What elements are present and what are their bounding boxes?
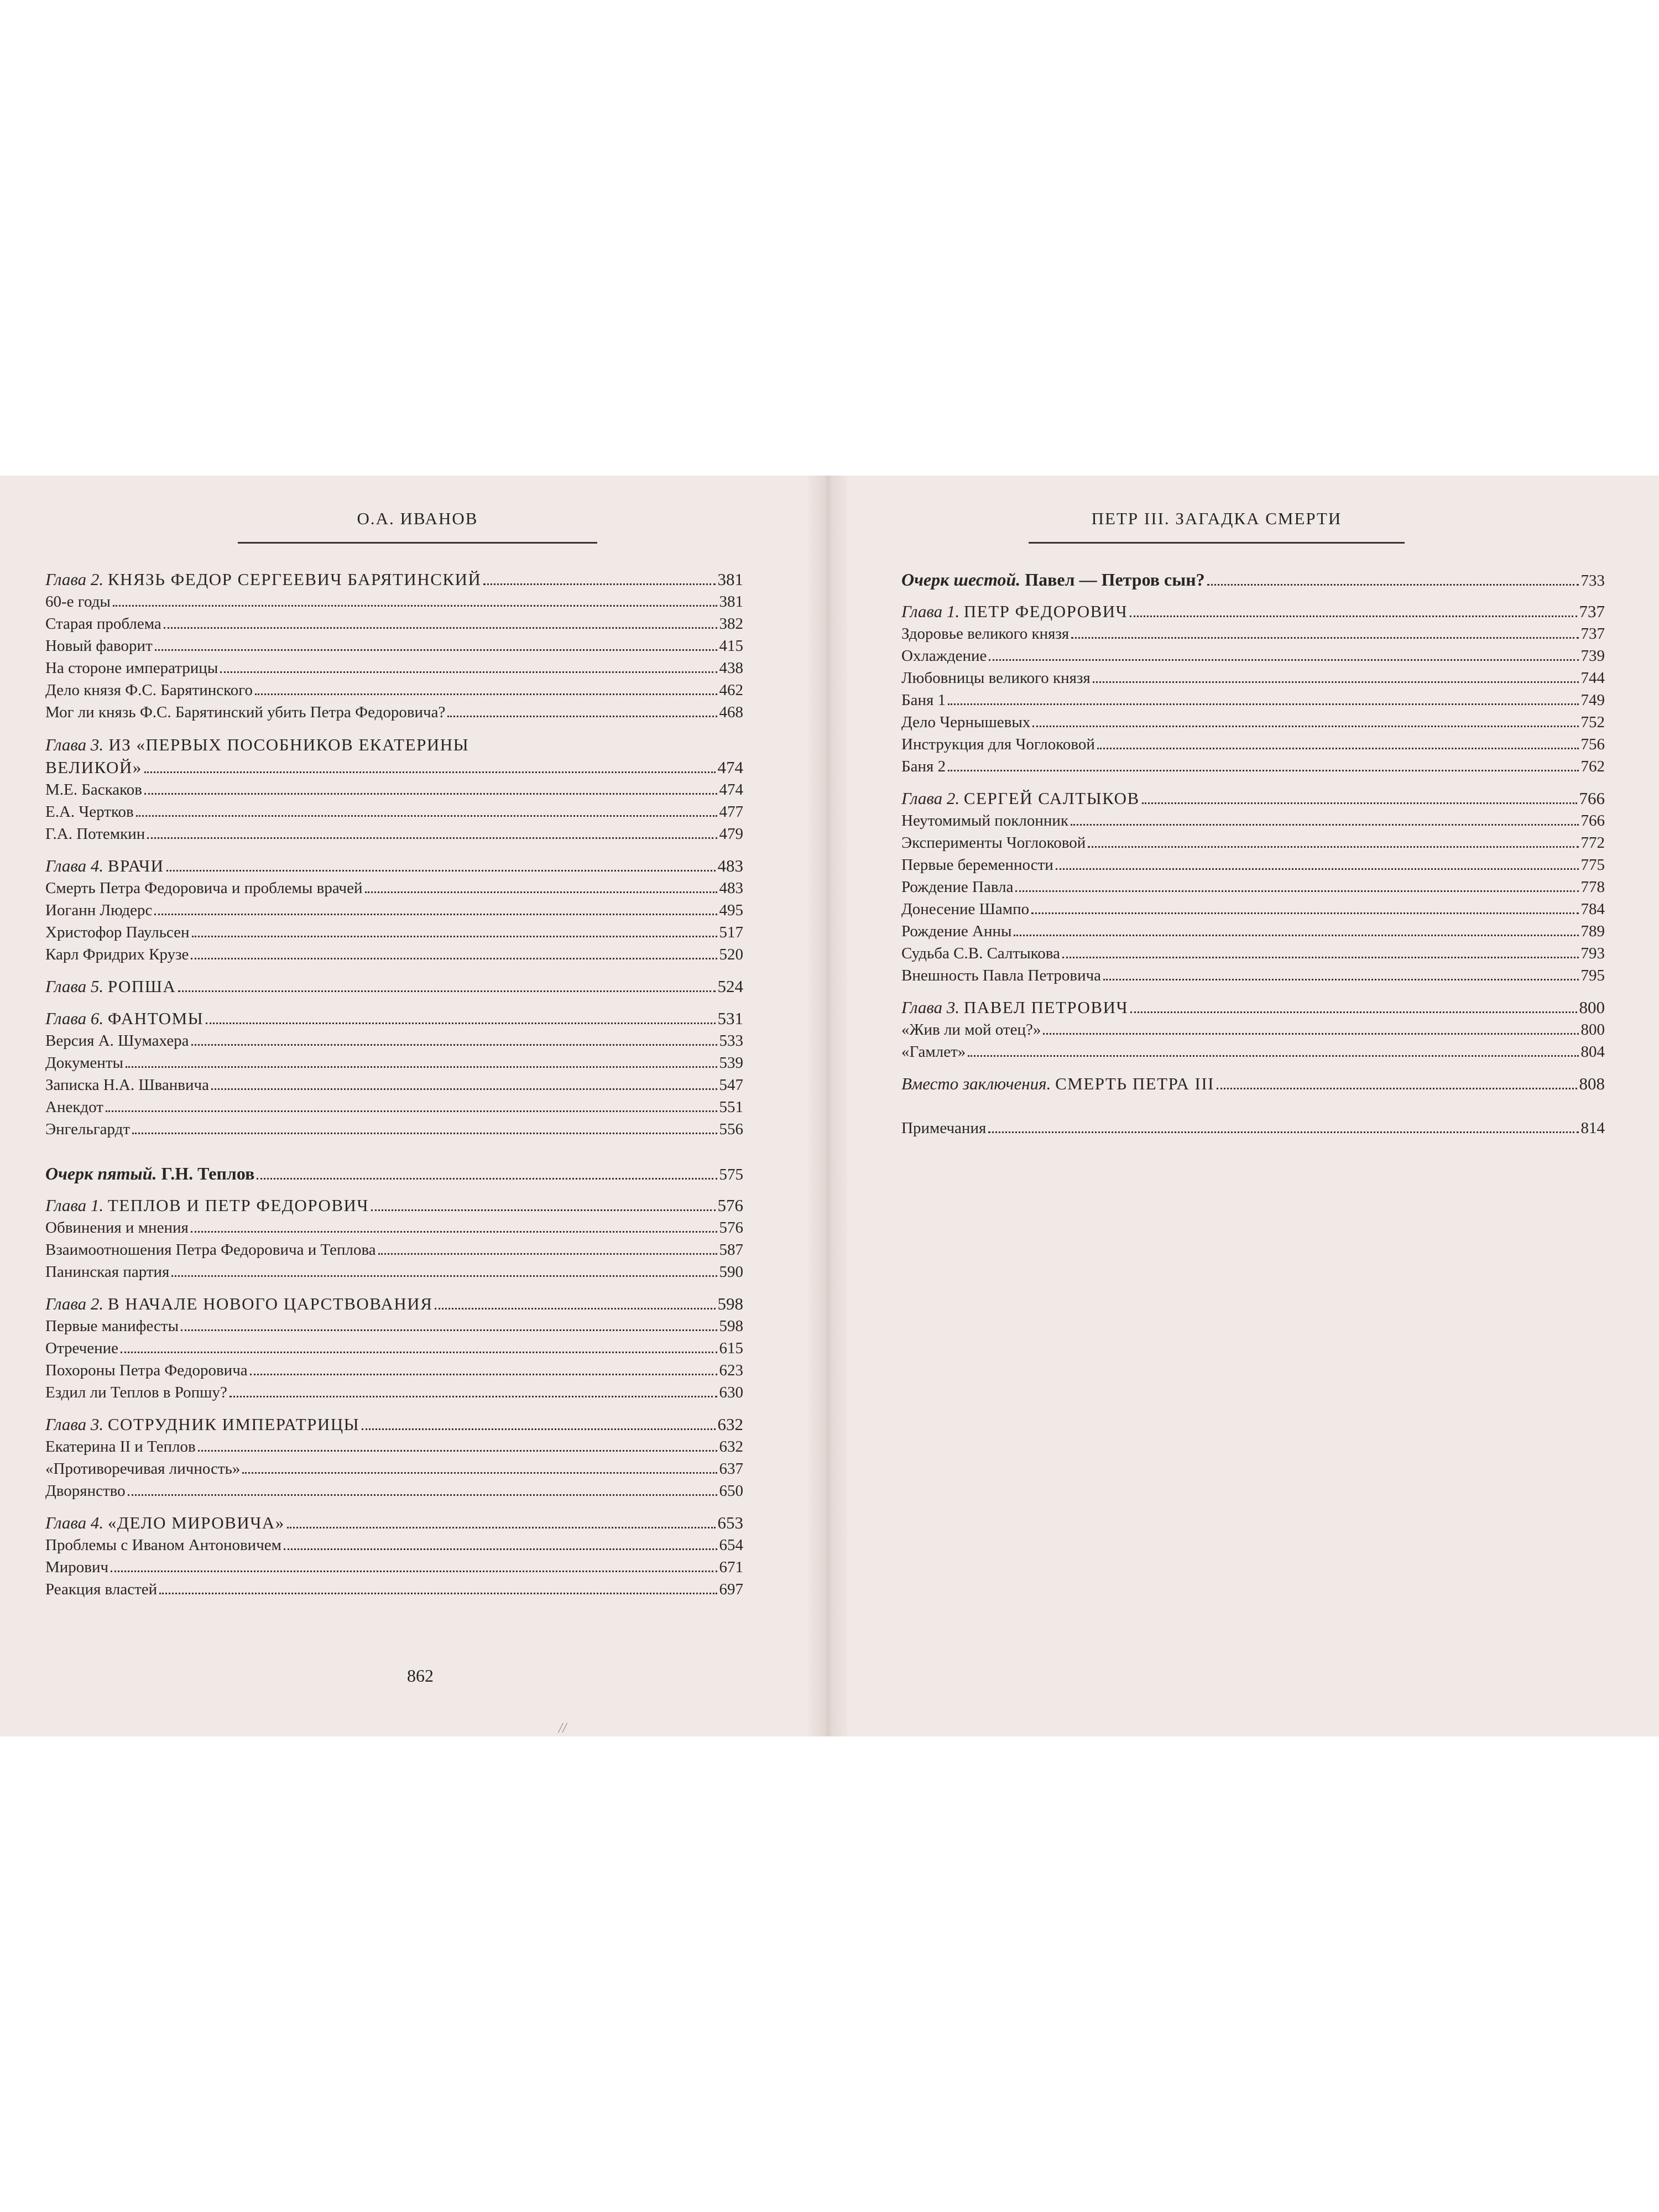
leader-dots [1032, 726, 1578, 727]
header-rule-right [1029, 542, 1405, 544]
toc-chapter-entry [45, 1194, 743, 1217]
toc-section-entry [45, 1315, 743, 1337]
leader-dots [1217, 1088, 1577, 1089]
toc-entry-text [45, 1413, 359, 1436]
toc-page-number: 474 [719, 781, 743, 799]
leader-dots [159, 1593, 717, 1594]
toc-page-number: 766 [1579, 789, 1605, 808]
toc-entry-text: Примечания [901, 1119, 987, 1137]
toc-page-number: 772 [1580, 834, 1605, 852]
leader-dots [1093, 681, 1579, 683]
entry-title: Павел — Петров сын? [1025, 570, 1205, 589]
toc-page-number: 533 [719, 1032, 743, 1050]
toc-chapter-entry [45, 975, 743, 998]
leader-dots [166, 870, 716, 872]
toc-chapter-entry [45, 1008, 743, 1030]
toc-page-number: 793 [1580, 945, 1605, 962]
toc-section-entry [45, 1458, 743, 1480]
leader-dots [968, 1055, 1578, 1057]
leader-dots [1071, 824, 1578, 826]
leader-dots [106, 1110, 717, 1112]
toc-chapter-entry [45, 855, 743, 877]
entry-title: СЕРГЕЙ САЛТЫКОВ [963, 789, 1140, 808]
toc-entry-text: Внешность Павла Петровича [901, 967, 1102, 984]
leader-dots [284, 1548, 717, 1550]
toc-section-entry [901, 898, 1605, 920]
entry-label: Глава 3. [901, 998, 960, 1017]
toc-entry-text: «Жив ли мой отец?» [901, 1021, 1041, 1039]
toc-entry-text: Охлаждение [901, 647, 987, 665]
toc-section-entry [45, 1096, 743, 1118]
toc-entry-text: Рождение Анны [901, 922, 1012, 940]
toc-entry-text: Обвинения и мнения [45, 1219, 189, 1237]
leader-dots [128, 1494, 717, 1496]
toc-essay-entry [901, 568, 1605, 591]
toc-section-entry [45, 1359, 743, 1381]
toc-page-number: 697 [719, 1580, 743, 1598]
leader-dots [371, 1209, 715, 1211]
toc-entry-text: 60-е годы [45, 593, 111, 611]
entry-title: В НАЧАЛЕ НОВОГО ЦАРСТВОВАНИЯ [107, 1294, 433, 1313]
toc-page-number: 477 [719, 803, 743, 821]
leader-dots [126, 1066, 717, 1068]
toc-page-number: 744 [1580, 669, 1605, 687]
toc-chapter-entry [45, 1512, 743, 1534]
toc-section-entry [45, 823, 743, 845]
leader-dots [132, 1133, 717, 1134]
toc-entry-text: Первые беременности [901, 856, 1053, 874]
leader-dots [111, 1571, 717, 1572]
toc-page-number: 650 [719, 1482, 743, 1500]
toc-entry-text: Здоровье великого князя [901, 625, 1070, 643]
toc-page-number: 381 [719, 593, 743, 611]
toc-entry-text [45, 1194, 369, 1217]
toc-entry-text: Неутомимый поклонник [901, 812, 1069, 830]
toc-section-entry [901, 964, 1605, 987]
leader-dots [435, 1308, 715, 1310]
toc-section-entry [901, 1117, 1605, 1139]
entry-title: РОПША [107, 977, 176, 996]
leader-dots [1062, 957, 1579, 958]
toc-entry-text [45, 1512, 285, 1534]
toc-page-number: 590 [719, 1263, 743, 1281]
toc-page-number: 576 [719, 1219, 743, 1237]
toc-entry-text: Первые манифесты [45, 1317, 179, 1335]
entry-label: Глава 2. [901, 789, 960, 808]
toc-entry-text: Мог ли князь Ф.С. Барятинский убить Петра Федоровича? [45, 703, 446, 721]
toc-section-entry [901, 711, 1605, 733]
leader-dots [1043, 1033, 1578, 1035]
toc-page-number: 653 [717, 1513, 743, 1532]
entry-label: Глава 2. [45, 1294, 104, 1313]
entry-label: Глава 1. [45, 1196, 104, 1215]
entry-title: ПАВЕЛ ПЕТРОВИЧ [963, 998, 1129, 1017]
toc-page-number: 576 [717, 1196, 743, 1215]
toc-section-entry [901, 755, 1605, 778]
toc-page-number: 766 [1580, 812, 1605, 830]
toc-chapter-entry [901, 997, 1605, 1019]
toc-entry-text: М.Е. Баскаков [45, 781, 142, 799]
entry-title: СМЕРТЬ ПЕТРА III [1055, 1074, 1215, 1093]
toc-entry-text: Документы [45, 1054, 123, 1072]
toc-entry-text: Дело князя Ф.С. Барятинского [45, 681, 253, 699]
toc-entry-text: Баня 1 [901, 691, 946, 709]
toc-section-entry [45, 801, 743, 823]
toc-entry-text [901, 1073, 1214, 1095]
toc-entry-text: Похороны Петра Федоровича [45, 1361, 248, 1379]
toc-section-entry [901, 667, 1605, 689]
toc-entry-text: Е.А. Чертков [45, 803, 134, 821]
entry-title: ВРАЧИ [107, 856, 164, 875]
toc-entry-text: Дворянство [45, 1482, 126, 1500]
toc-chapter-entry [45, 757, 743, 779]
leader-dots [1056, 868, 1579, 870]
leader-dots [229, 1396, 717, 1397]
leader-dots [191, 958, 717, 959]
toc-section-entry [901, 733, 1605, 755]
entry-label: Очерк шестой. [901, 570, 1021, 589]
toc-page-number: 623 [719, 1361, 743, 1379]
toc-chapter-entry [901, 601, 1605, 623]
toc-section-entry [45, 1074, 743, 1096]
toc-section-entry [901, 810, 1605, 832]
leader-dots [1130, 1011, 1577, 1013]
leader-dots [1142, 802, 1577, 804]
toc-entry-text: Донесение Шампо [901, 900, 1030, 918]
toc-entry-text [45, 1162, 254, 1185]
toc-page-number: 784 [1580, 900, 1605, 918]
leader-dots [181, 1329, 717, 1331]
toc-entry-text: На стороне императрицы [45, 659, 218, 677]
toc-essay-entry [45, 1162, 743, 1185]
toc-page-number: 654 [719, 1536, 743, 1554]
running-head-right: ПЕТР III. ЗАГАДКА СМЕРТИ [1091, 509, 1342, 528]
toc-section-entry [45, 613, 743, 635]
pencil-mark: // [559, 1720, 567, 1736]
leader-dots [147, 837, 717, 839]
toc-section-entry [901, 1041, 1605, 1063]
toc-entry-text: Иоганн Людерс [45, 901, 153, 919]
leader-dots [1071, 637, 1578, 639]
leader-dots [1097, 748, 1579, 749]
entry-title: ФАНТОМЫ [107, 1009, 204, 1028]
toc-page-number: 381 [717, 570, 743, 589]
toc-page-number: 632 [719, 1438, 743, 1455]
leader-dots [1088, 846, 1578, 848]
leader-dots [211, 1088, 717, 1090]
toc-page-number: 800 [1580, 1021, 1605, 1039]
toc-section-entry [45, 679, 743, 701]
toc-section-entry [45, 1052, 743, 1074]
toc-page-number: 775 [1580, 856, 1605, 874]
toc-section-entry [901, 623, 1605, 645]
toc-page-number: 598 [719, 1317, 743, 1335]
leader-dots [255, 693, 717, 695]
toc-section-entry [901, 854, 1605, 876]
toc-page-number: 382 [719, 615, 743, 633]
toc-section-entry [45, 1261, 743, 1283]
toc-entry-text: Панинская партия [45, 1263, 170, 1281]
toc-page-number: 479 [719, 825, 743, 843]
toc-section-entry [45, 943, 743, 966]
entry-title: КНЯЗЬ ФЕДОР СЕРГЕЕВИЧ БАРЯТИНСКИЙ [107, 570, 482, 589]
toc-section-entry [45, 1118, 743, 1140]
toc-page-number: 795 [1580, 967, 1605, 984]
toc-page-number: 615 [719, 1339, 743, 1357]
toc-page-number: 474 [717, 758, 743, 777]
leader-dots [198, 1450, 717, 1452]
toc-page-number: 778 [1580, 878, 1605, 896]
toc-entry-text: Рождение Павла [901, 878, 1014, 896]
toc-section-entry [901, 689, 1605, 711]
leader-dots [447, 716, 717, 717]
toc-section-entry [45, 779, 743, 801]
toc-chapter-entry [901, 1073, 1605, 1095]
toc-entry-text: Новый фаворит [45, 637, 153, 655]
leader-dots [483, 583, 715, 585]
toc-entry-text: Проблемы с Иваном Антоновичем [45, 1536, 282, 1554]
leader-dots [988, 1131, 1578, 1133]
entry-label: Глава 4. [45, 856, 104, 875]
book-spread [0, 476, 1659, 1736]
toc-chapter-entry [901, 787, 1605, 810]
leader-dots [989, 659, 1578, 661]
toc-page-number: 462 [719, 681, 743, 699]
entry-label: Глава 6. [45, 1009, 104, 1028]
toc-chapter-entry [45, 1413, 743, 1436]
leader-dots [144, 771, 716, 773]
entry-title: СОТРУДНИК ИМПЕРАТРИЦЫ [107, 1415, 360, 1434]
toc-entry-text [901, 787, 1140, 810]
toc-page-number: 808 [1579, 1074, 1605, 1093]
chapter-label: Глава 3. [45, 735, 104, 754]
toc-page-number: 762 [1580, 758, 1605, 775]
toc-section-entry [45, 657, 743, 679]
toc-page-number: 524 [717, 977, 743, 996]
leader-dots [171, 1275, 717, 1277]
toc-page-number: 598 [717, 1294, 743, 1313]
toc-entry-text: Энгельгардт [45, 1120, 131, 1138]
toc-entry-text: Любовницы великого князя [901, 669, 1091, 687]
leader-dots [154, 914, 717, 915]
toc-section-entry [45, 877, 743, 899]
toc-entry-text: Старая проблема [45, 615, 161, 633]
toc-entry-text: Карл Фридрих Крузе [45, 946, 189, 963]
toc-page-number: 804 [1580, 1043, 1605, 1061]
entry-title: «ДЕЛО МИРОВИЧА» [107, 1513, 285, 1532]
leader-dots [1130, 615, 1577, 617]
toc-entry-text: Ездил ли Теплов в Ропшу? [45, 1384, 227, 1401]
toc-section-entry [45, 1578, 743, 1600]
entry-label: Глава 5. [45, 977, 104, 996]
toc-entry-text: Г.А. Потемкин [45, 825, 145, 843]
entry-label: Очерк пятый. [45, 1164, 157, 1183]
entry-title: ПЕТР ФЕДОРОВИЧ [963, 602, 1128, 621]
running-head-left: О.А. ИВАНОВ [357, 509, 478, 528]
toc-section-entry [45, 899, 743, 921]
toc-entry-text: Анекдот [45, 1098, 103, 1116]
toc-page-number: 630 [719, 1384, 743, 1401]
toc-section-entry [45, 1337, 743, 1359]
book-gutter [808, 476, 847, 1736]
leader-dots [121, 1352, 717, 1353]
toc-section-entry [901, 645, 1605, 667]
leader-dots [206, 1022, 715, 1024]
left-page [39, 476, 758, 1736]
toc-section-entry [45, 1480, 743, 1502]
right-page [901, 476, 1604, 1736]
leader-dots [191, 1231, 717, 1233]
leader-dots [144, 793, 717, 795]
toc-section-entry [45, 1436, 743, 1458]
toc-page-number: 637 [719, 1460, 743, 1478]
toc-page-number: 737 [1579, 602, 1605, 621]
leader-dots [1031, 912, 1578, 914]
toc-page-number: 415 [719, 637, 743, 655]
leader-dots [250, 1374, 717, 1375]
toc-section-entry [45, 1556, 743, 1578]
header-rule-left [238, 542, 597, 544]
leader-dots [287, 1527, 716, 1528]
toc-entry-text: Судьба С.В. Салтыкова [901, 945, 1060, 962]
toc-entry-text: Екатерина II и Теплов [45, 1438, 196, 1455]
toc-section-entry [45, 591, 743, 613]
chapter-title-continued: ВЕЛИКОЙ» [45, 758, 142, 777]
toc-page-number: 756 [1580, 735, 1605, 753]
toc-page-number: 800 [1579, 998, 1605, 1017]
leader-dots [1207, 584, 1579, 586]
toc-entry-text: Дело Чернышевых [901, 713, 1031, 731]
toc-page-number: 789 [1580, 922, 1605, 940]
toc-entry-text [45, 1008, 204, 1030]
toc-entry-text: «Гамлет» [901, 1043, 966, 1061]
toc-page-number: 517 [719, 924, 743, 941]
toc-section-entry [901, 942, 1605, 964]
toc-entry-text: Смерть Петра Федоровича и проблемы врачей [45, 879, 363, 897]
leader-dots [155, 649, 717, 651]
leader-dots [191, 1044, 717, 1046]
toc-section-entry [45, 1030, 743, 1052]
leader-dots [365, 891, 717, 893]
leader-dots [136, 815, 717, 817]
toc-page-number: 547 [719, 1076, 743, 1094]
toc-entry-text: Баня 2 [901, 758, 946, 775]
leader-dots [948, 703, 1578, 705]
toc-entry-text: Отречение [45, 1339, 118, 1357]
toc-entry-text: Записка Н.А. Шванвича [45, 1076, 209, 1094]
toc-page-number: 671 [719, 1558, 743, 1576]
leader-dots [178, 990, 715, 992]
table-of-contents-right [901, 568, 1605, 1139]
toc-page-number: 587 [719, 1241, 743, 1259]
leader-dots [1103, 979, 1578, 980]
leader-dots [192, 936, 717, 937]
toc-page-number: 520 [719, 946, 743, 963]
toc-page-number: 551 [719, 1098, 743, 1116]
leader-dots [362, 1428, 715, 1430]
entry-label: Глава 3. [45, 1415, 104, 1434]
toc-section-entry [45, 921, 743, 943]
leader-dots [1015, 890, 1578, 892]
toc-entry-text [901, 601, 1128, 623]
entry-label: Вместо заключения. [901, 1074, 1051, 1093]
entry-label: Глава 1. [901, 602, 960, 621]
toc-chapter-entry [45, 568, 743, 591]
entry-title: ТЕПЛОВ И ПЕТР ФЕДОРОВИЧ [107, 1196, 369, 1215]
toc-page-number: 468 [719, 703, 743, 721]
page-number: 862 [407, 1666, 434, 1686]
entry-title: Г.Н. Теплов [161, 1164, 255, 1183]
toc-section-entry [45, 635, 743, 657]
leader-dots [164, 627, 717, 629]
toc-entry-text [901, 568, 1205, 591]
toc-page-number: 733 [1580, 572, 1605, 589]
entry-label: Глава 2. [45, 570, 104, 589]
chapter-title: ИЗ «ПЕРВЫХ ПОСОБНИКОВ ЕКАТЕРИНЫ [108, 735, 469, 754]
toc-page-number: 495 [719, 901, 743, 919]
toc-entry-text: Версия А. Шумахера [45, 1032, 189, 1050]
entry-label: Глава 4. [45, 1513, 104, 1532]
leader-dots [948, 770, 1578, 771]
toc-page-number: 749 [1580, 691, 1605, 709]
toc-entry-text [45, 975, 176, 998]
toc-entry-text: Инструкция для Чоглоковой [901, 735, 1095, 753]
toc-entry-text [45, 855, 164, 877]
toc-section-entry [45, 701, 743, 723]
toc-page-number: 531 [717, 1009, 743, 1028]
table-of-contents-left [45, 568, 743, 1600]
toc-section-entry [45, 1381, 743, 1404]
toc-page-number: 483 [717, 856, 743, 875]
toc-entry-text: Эксперименты Чоглоковой [901, 834, 1086, 852]
toc-entry-text [45, 568, 481, 591]
toc-page-number: 575 [719, 1166, 743, 1183]
toc-page-number: 632 [717, 1415, 743, 1434]
toc-section-entry [45, 1217, 743, 1239]
leader-dots [1014, 935, 1578, 936]
toc-section-entry [901, 920, 1605, 942]
toc-chapter-heading [45, 733, 743, 757]
toc-page-number: 483 [719, 879, 743, 897]
toc-entry-text: Реакция властей [45, 1580, 158, 1598]
toc-page-number: 438 [719, 659, 743, 677]
toc-entry-text [901, 997, 1128, 1019]
toc-page-number: 539 [719, 1054, 743, 1072]
toc-entry-text: Христофор Паульсен [45, 924, 190, 941]
leader-dots [378, 1253, 717, 1255]
toc-page-number: 739 [1580, 647, 1605, 665]
toc-page-number: 752 [1580, 713, 1605, 731]
leader-dots [113, 605, 717, 607]
toc-chapter-entry [45, 1293, 743, 1315]
toc-page-number: 737 [1580, 625, 1605, 643]
toc-section-entry [901, 876, 1605, 898]
toc-entry-text [45, 1293, 432, 1315]
toc-entry-text: Взаимоотношения Петра Федоровича и Теплова [45, 1241, 376, 1259]
leader-dots [257, 1178, 717, 1180]
toc-page-number: 556 [719, 1120, 743, 1138]
toc-entry-text: «Противоречивая личность» [45, 1460, 241, 1478]
toc-entry-text: Мирович [45, 1558, 109, 1576]
toc-section-entry [901, 1019, 1605, 1041]
toc-page-number: 814 [1580, 1119, 1605, 1137]
leader-dots [242, 1472, 717, 1474]
toc-section-entry [901, 832, 1605, 854]
toc-section-entry [45, 1239, 743, 1261]
leader-dots [220, 671, 717, 673]
toc-section-entry [45, 1534, 743, 1556]
